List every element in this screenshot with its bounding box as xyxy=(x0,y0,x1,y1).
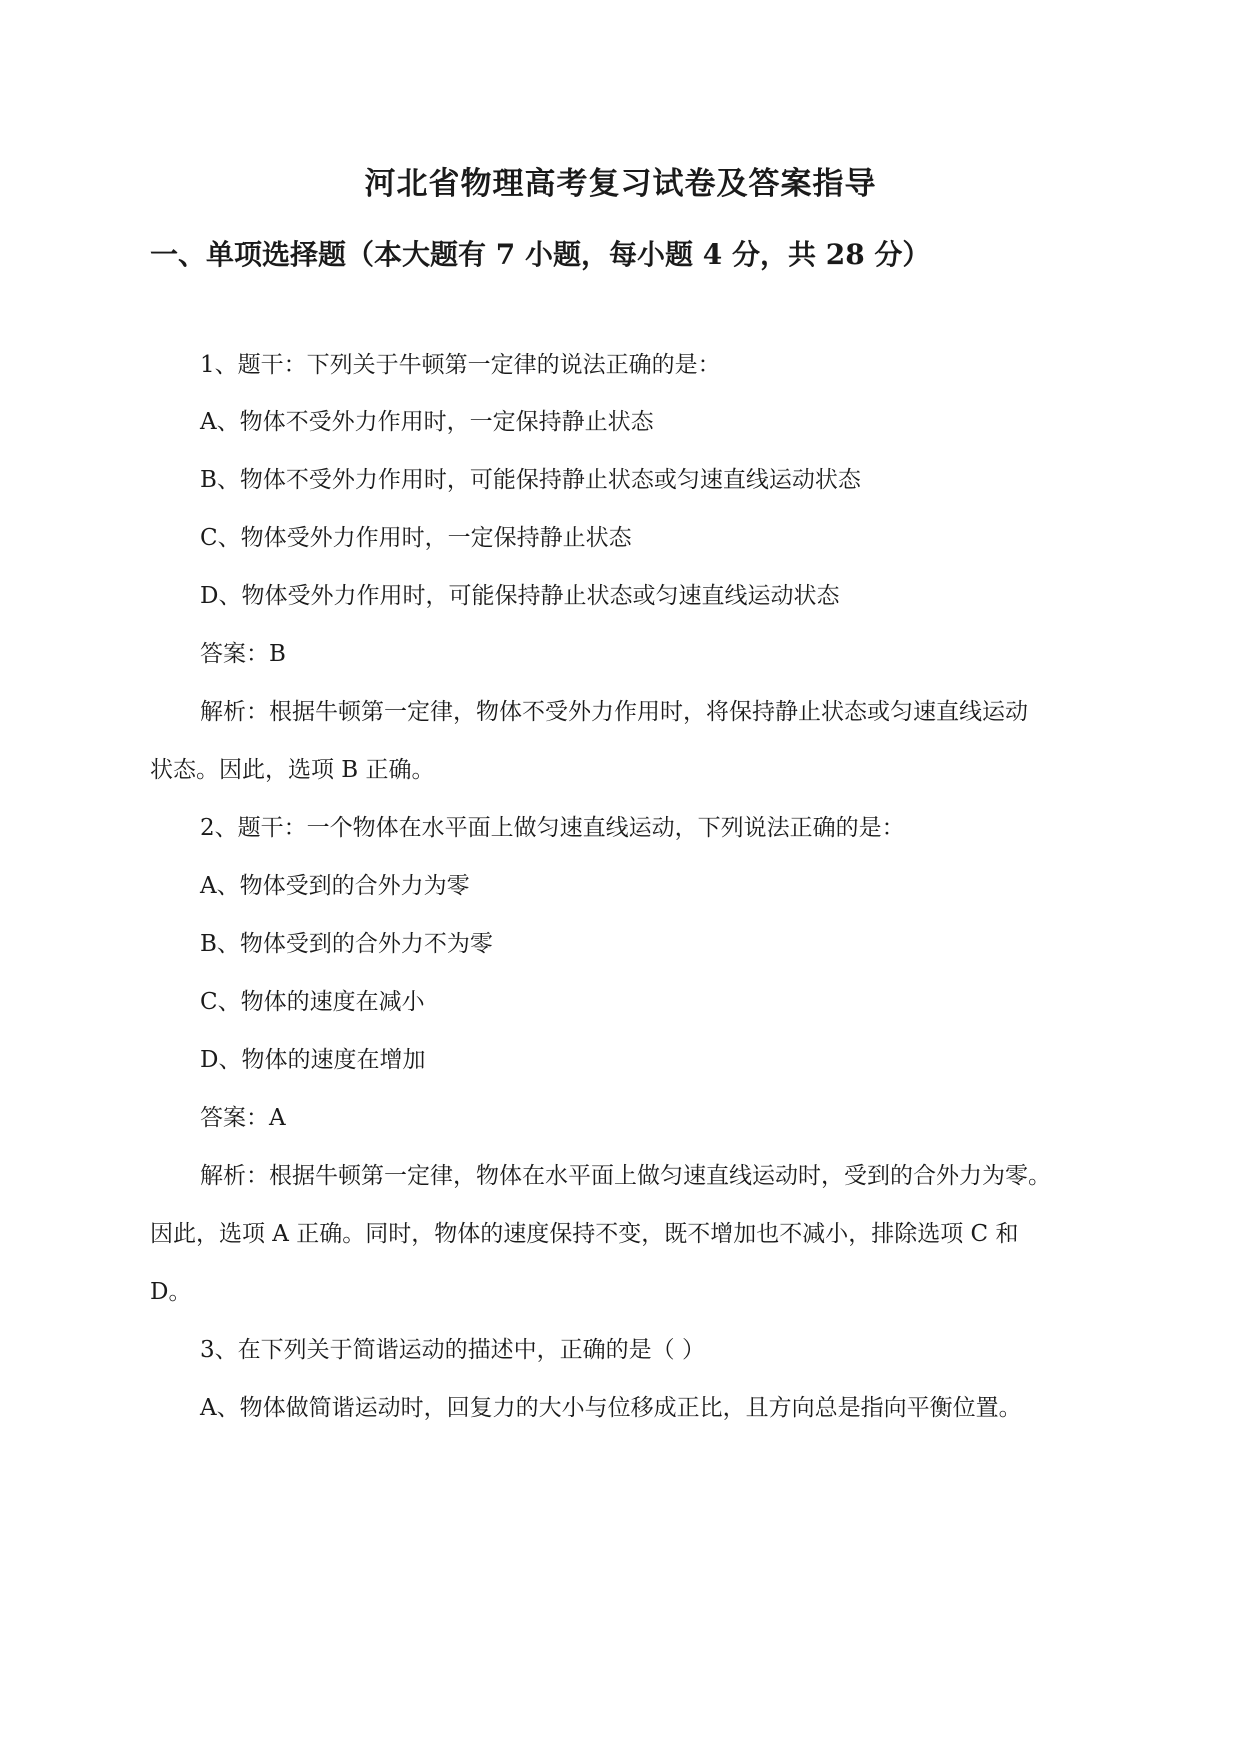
question-3-option-a: A、物体做简谐运动时，回复力的大小与位移成正比，且方向总是指向平衡位置。 xyxy=(200,1395,1022,1421)
document-title: 河北省物理高考复习试卷及答案指导 xyxy=(364,166,877,202)
section-heading: 一、单项选择题（本大题有 7 小题，每小题 4 分，共 28 分） xyxy=(150,238,931,271)
question-1-option-c: C、物体受外力作用时，一定保持静止状态 xyxy=(200,525,632,551)
question-2-stem: 2、题干：一个物体在水平面上做匀速直线运动，下列说法正确的是： xyxy=(200,815,905,841)
question-2-option-b: B、物体受到的合外力不为零 xyxy=(200,931,493,957)
question-1-option-b: B、物体不受外力作用时，可能保持静止状态或匀速直线运动状态 xyxy=(200,467,861,493)
question-1-answer: 答案：B xyxy=(200,641,286,667)
question-3-stem: 3、在下列关于简谐运动的描述中，正确的是（ ） xyxy=(200,1337,705,1363)
question-2-explanation: 解析：根据牛顿第一定律，物体在水平面上做匀速直线运动时，受到的合外力为零。 xyxy=(200,1163,1051,1189)
question-1-stem: 1、题干：下列关于牛顿第一定律的说法正确的是： xyxy=(200,352,721,378)
question-1-option-d: D、物体受外力作用时，可能保持静止状态或匀速直线运动状态 xyxy=(200,583,840,609)
question-2-explanation-cont: 因此，选项 A 正确。同时，物体的速度保持不变，既不增加也不减小，排除选项 C 和 xyxy=(150,1221,1019,1247)
question-2-option-c: C、物体的速度在减小 xyxy=(200,989,425,1015)
question-2-explanation-end: D。 xyxy=(150,1279,192,1305)
question-1-explanation: 解析：根据牛顿第一定律，物体不受外力作用时，将保持静止状态或匀速直线运动 xyxy=(200,699,1028,725)
question-2-option-d: D、物体的速度在增加 xyxy=(200,1047,426,1073)
question-1-explanation-cont: 状态。因此，选项 B 正确。 xyxy=(150,757,435,783)
question-2-option-a: A、物体受到的合外力为零 xyxy=(200,873,470,899)
question-1-option-a: A、物体不受外力作用时，一定保持静止状态 xyxy=(200,409,654,435)
question-2-answer: 答案：A xyxy=(200,1105,286,1131)
